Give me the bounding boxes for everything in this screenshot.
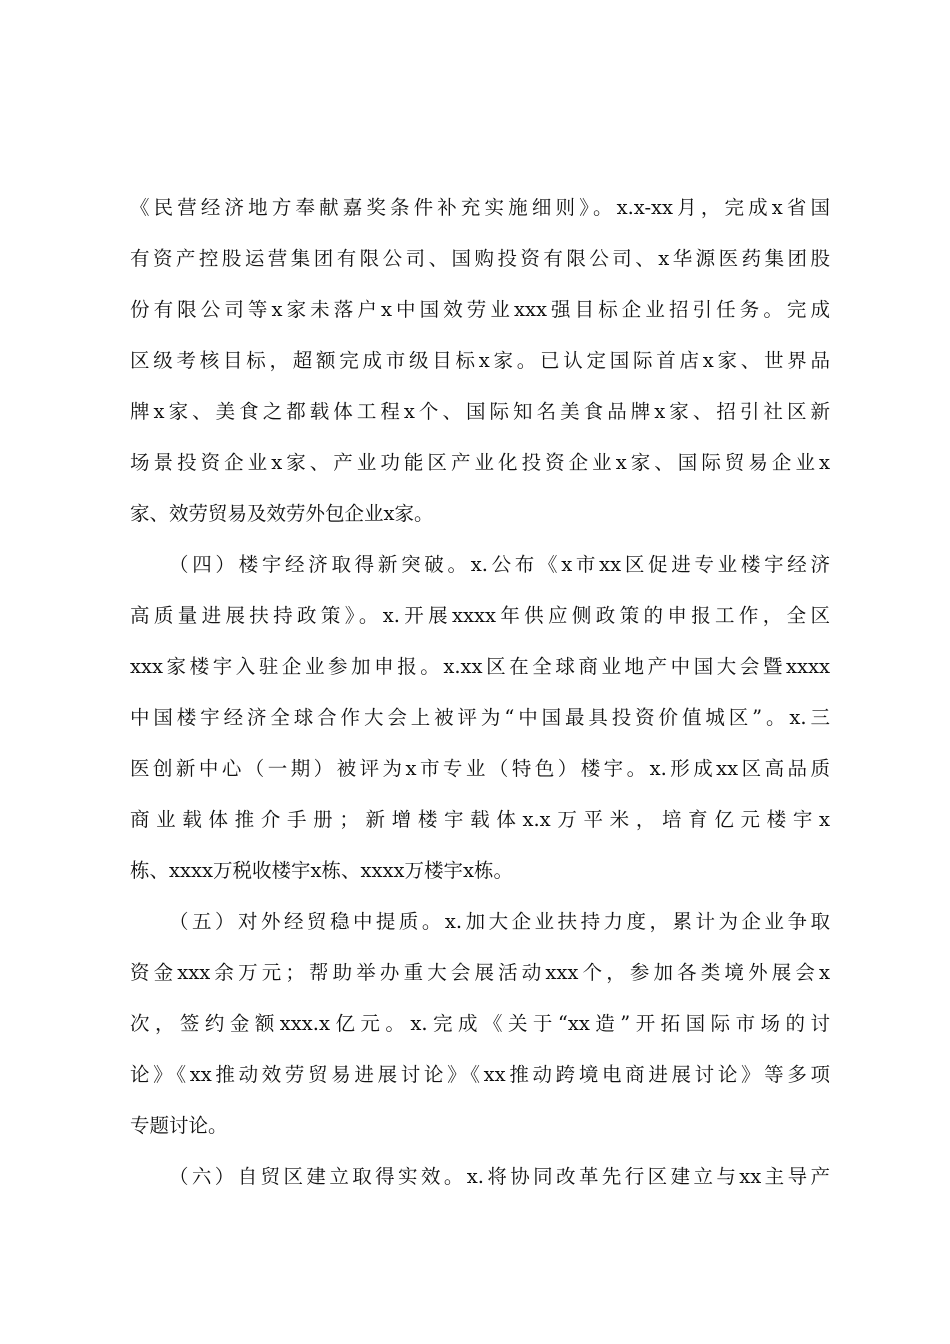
text-line: 资金xxx余万元；帮助举办重大会展活动xxx个，参加各类境外展会x [130,961,830,984]
text-line: 区级考核目标，超额完成市级目标x家。已认定国际首店x家、世界品 [130,349,830,372]
text-line: 份有限公司等x家未落户x中国效劳业xxx强目标企业招引任务。完成 [130,298,830,321]
text-line: 论》《xx推动效劳贸易进展讨论》《xx推动跨境电商进展讨论》等多项 [130,1063,830,1086]
paragraph-5-foreign-trade [130,896,830,1151]
text-line: 场景投资企业x家、产业功能区产业化投资企业x家、国际贸易企业x [130,451,830,474]
text-line: 中国楼宇经济全球合作大会上被评为“中国最具投资价值城区”。x.三 [130,706,830,729]
text-line: 次，签约金额xxx.x亿元。x.完成《关于“xx造”开拓国际市场的讨 [130,1012,830,1035]
text-line: 有资产控股运营集团有限公司、国购投资有限公司、x华源医药集团股 [130,247,830,270]
text-line: 专题讨论。 [130,1114,228,1137]
document-body [130,182,830,1202]
paragraph-4-building-economy [130,539,830,896]
text-line: 牌x家、美食之都载体工程x个、国际知名美食品牌x家、招引社区新 [130,400,830,423]
text-line: xxx家楼宇入驻企业参加申报。x.xx区在全球商业地产中国大会暨xxxx [130,655,830,678]
text-line: （六）自贸区建立取得实效。x.将协同改革先行区建立与xx主导产 [169,1165,830,1188]
paragraph-6-free-trade-zone [130,1151,830,1202]
text-line: （四）楼宇经济取得新突破。x.公布《x市xx区促进专业楼宇经济 [169,553,830,576]
text-line: （五）对外经贸稳中提质。x.加大企业扶持力度，累计为企业争取 [169,910,830,933]
text-line: 《民营经济地方奉献嘉奖条件补充实施细则》。x.x-xx月，完成x省国 [130,196,830,219]
text-line: 家、效劳贸易及效劳外包企业x家。 [130,502,434,525]
paragraph-1 [130,182,830,539]
text-line: 栋、xxxx万税收楼宇x栋、xxxx万楼宇x栋。 [130,859,513,882]
text-line: 高质量进展扶持政策》。x.开展xxxx年供应侧政策的申报工作，全区 [130,604,830,627]
text-line: 医创新中心（一期）被评为x市专业（特色）楼宇。x.形成xx区高品质 [130,757,830,780]
text-line: 商业载体推介手册；新增楼宇载体x.x万平米，培育亿元楼宇x [130,808,830,831]
